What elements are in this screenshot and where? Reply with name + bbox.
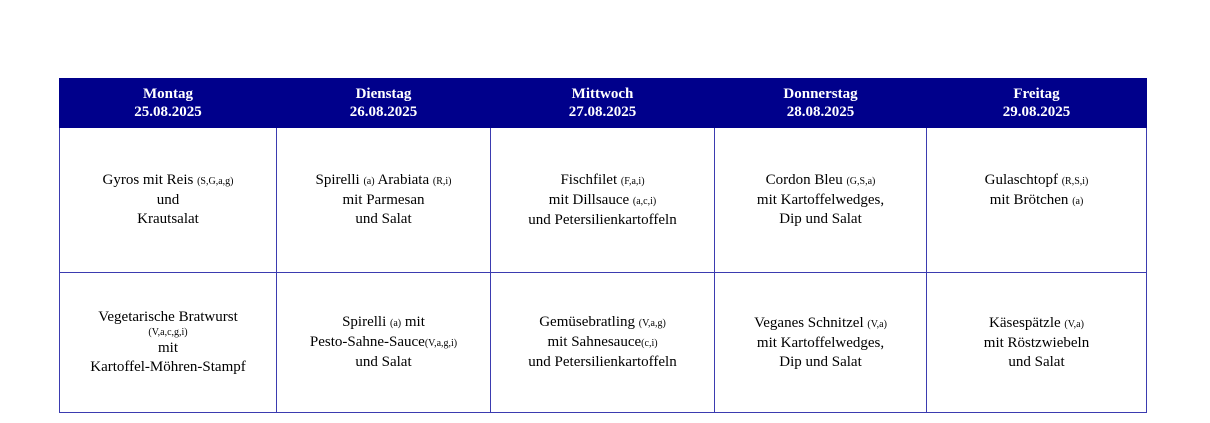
allergen-codes: (R,i) [432,176,452,187]
meal-line [495,313,710,333]
meal-text: Pesto-Sahne-Sauce [309,334,425,350]
allergen-codes: (R,S,i) [1061,175,1089,187]
meal-cell-friday [927,128,1147,273]
allergen-codes: (a) [1072,195,1084,207]
meal-line: mit Röstzwiebeln [983,334,1090,351]
meal-cell-tuesday [277,128,491,273]
meal-line: und Petersilienkartoffeln [528,211,677,228]
meal-line [495,333,710,353]
allergen-codes: (V,a,c,g,i) [148,327,188,338]
allergen-codes: (a) [363,176,375,187]
day-name: Dienstag [355,86,412,102]
day-date: 29.08.2025 [1002,104,1071,120]
meal-line: Kartoffel-Möhren-Stampf [90,359,246,375]
meal-line: und [156,192,180,208]
day-date: 26.08.2025 [349,104,418,120]
meal-line [931,314,1142,334]
meal-text: Gulaschtopf [984,171,1062,188]
meal-text: mit Sahnesauce [547,334,642,350]
allergen-codes: (c,i) [641,338,658,349]
meal-line: mit Parmesan [342,192,425,208]
meal-line [281,171,486,191]
meal-line [281,313,486,333]
meal-text: Käsespätzle [989,314,1065,331]
allergen-codes: (V,a,g,i) [424,338,458,349]
meal-cell-monday [60,128,277,273]
meal-line [931,171,1142,191]
meal-line: und Salat [355,211,412,227]
allergen-codes: (V,a,g) [638,318,666,329]
meal-text: mit [401,314,425,330]
day-header-tuesday [277,79,491,128]
meal-line [281,333,486,353]
allergen-codes: (V,a) [1064,318,1084,330]
meal-line: mit Kartoffelwedges, [756,334,885,351]
meal-line: Dip und Salat [779,353,862,370]
menu-row-2 [60,273,1147,413]
meal-text: mit Brötchen [989,191,1073,208]
header-row [60,79,1147,128]
meal-text: Spirelli [315,172,364,188]
meal-line [719,314,922,334]
day-header-friday [927,79,1147,128]
allergen-codes: (S,G,a,g) [197,176,234,187]
meal-line: und Petersilienkartoffeln [528,354,677,370]
meal-cell-wednesday [491,128,715,273]
meal-line: Vegetarische Bratwurst [98,309,238,325]
meal-line [64,171,272,191]
day-name: Montag [143,86,193,102]
allergen-codes: (V,a) [867,318,887,330]
day-header-monday [60,79,277,128]
meal-line: und Salat [355,354,412,370]
meal-cell-tuesday [277,273,491,413]
meal-text: Veganes Schnitzel [754,314,868,331]
meal-line [931,191,1142,211]
meal-line: Krautsalat [137,211,199,227]
meal-cell-wednesday [491,273,715,413]
day-name: Freitag [1013,86,1060,102]
day-date: 28.08.2025 [786,104,855,120]
meal-cell-monday [60,273,277,413]
meal-text: Spirelli [342,314,391,330]
meal-cell-thursday [715,128,927,273]
day-header-thursday [715,79,927,128]
meal-text: Gyros mit Reis [102,172,198,188]
meal-line: und Salat [1008,353,1065,370]
allergen-codes: (a,c,i) [632,195,657,207]
weekly-menu-table [59,78,1147,413]
meal-cell-thursday [715,273,927,413]
meal-text: Cordon Bleu [765,172,847,188]
meal-text: mit Dillsauce [548,191,633,208]
day-header-wednesday [491,79,715,128]
allergen-codes: (a) [390,318,402,329]
meal-line: mit Kartoffelwedges, [756,192,885,208]
day-date: 27.08.2025 [568,104,637,120]
day-date: 25.08.2025 [134,104,202,120]
meal-text: Fischfilet [560,171,621,188]
meal-line [495,191,710,211]
menu-row-1 [60,128,1147,273]
meal-line: mit [157,340,178,356]
day-name: Donnerstag [783,86,858,102]
allergen-codes: (F,a,i) [620,175,645,187]
meal-text: Arabiata [374,172,433,188]
meal-cell-friday [927,273,1147,413]
meal-line [495,171,710,191]
meal-text: Gemüsebratling [539,314,639,330]
day-name: Mittwoch [571,86,634,102]
meal-line [719,171,922,191]
meal-line: Dip und Salat [779,211,862,227]
allergen-codes: (G,S,a) [846,176,876,187]
meal-line-spacer [931,211,1142,230]
